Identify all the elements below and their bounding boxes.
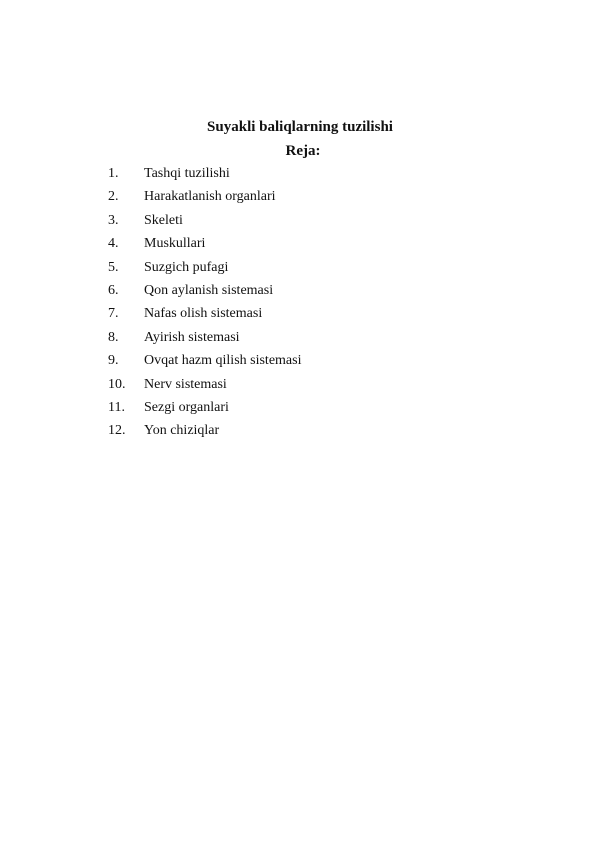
plan-item — [0, 235, 600, 258]
plan-item — [0, 399, 600, 422]
plan-item — [0, 212, 600, 235]
plan-item — [0, 259, 600, 282]
plan-item — [0, 376, 600, 399]
plan-item-text: Tashqi tuzilishi — [144, 166, 230, 181]
plan-item-number: 6. — [108, 282, 119, 298]
plan-item-text: Yon chiziqlar — [144, 423, 220, 439]
plan-item — [0, 282, 600, 305]
plan-item — [0, 165, 600, 188]
plan-item-text: Ovqat hazm qilish sistemasi — [144, 353, 302, 369]
plan-item-number: 3. — [108, 212, 119, 228]
plan-list — [0, 165, 600, 446]
plan-item-number: 4. — [108, 236, 119, 252]
plan-item-number: 8. — [108, 329, 119, 345]
plan-item — [0, 305, 600, 328]
plan-heading: Reja: — [285, 143, 321, 159]
plan-item-text: Nerv sistemasi — [144, 376, 227, 392]
plan-item-text: Sezgi organlari — [144, 399, 229, 415]
plan-item-number: 10. — [108, 376, 126, 392]
plan-item-number: 12. — [108, 423, 126, 439]
plan-item — [0, 188, 600, 211]
plan-item-text: Suzgich pufagi — [144, 259, 229, 275]
plan-item-number: 11. — [108, 399, 125, 415]
plan-item-text: Nafas olish sistemasi — [144, 306, 263, 322]
plan-item-text: Harakatlanish organlari — [144, 189, 276, 205]
plan-item — [0, 352, 600, 375]
plan-item — [0, 422, 600, 445]
plan-item-text: Qon aylanish sistemasi — [144, 282, 274, 298]
plan-item-number: 2. — [108, 189, 119, 205]
plan-item — [0, 329, 600, 352]
plan-item-number: 5. — [108, 259, 119, 275]
plan-item-text: Muskullari — [144, 236, 206, 252]
plan-item-text: Ayirish sistemasi — [144, 329, 240, 345]
plan-item-number: 9. — [108, 353, 119, 369]
document-title: Suyakli baliqlarning tuzilishi — [207, 119, 393, 135]
plan-item-number: 7. — [108, 306, 119, 322]
plan-item-text: Skeleti — [144, 212, 183, 228]
plan-item-number: 1. — [108, 166, 119, 181]
